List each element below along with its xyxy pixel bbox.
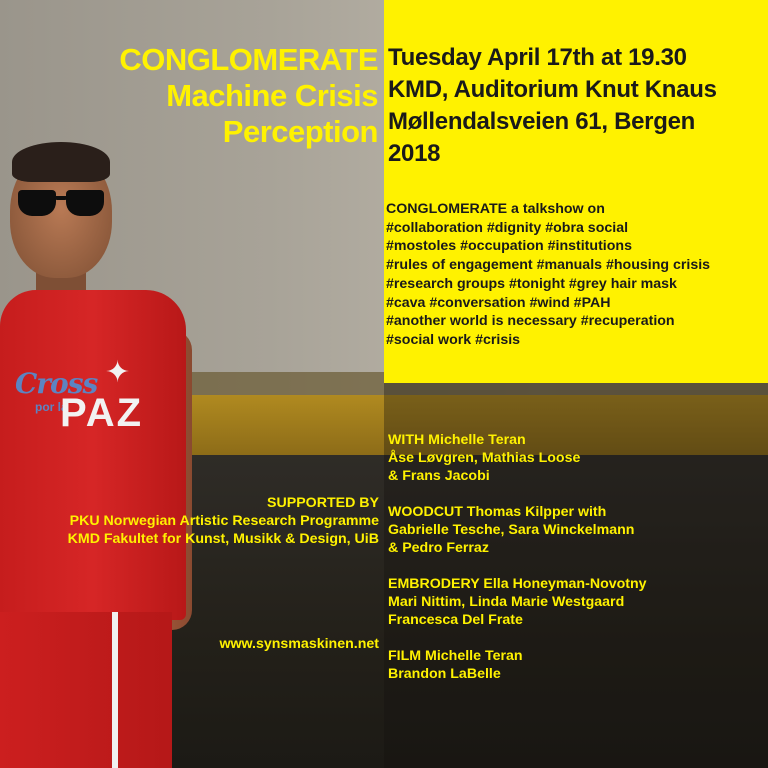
- credits-woodcut: [388, 503, 647, 557]
- credit-line: Gabrielle Tesche, Sara Winckelmann: [388, 522, 635, 538]
- supporter-line: KMD Fakultet for Kunst, Musikk & Design, UiB: [67, 531, 379, 547]
- sunglasses-icon: [18, 190, 106, 220]
- credits-with: [388, 431, 647, 485]
- shorts-stripe: [112, 612, 118, 768]
- credit-line: Åse Løvgren, Mathias Loose: [388, 450, 581, 466]
- tag-line: #rules of engagement #manuals #housing crisis: [386, 257, 711, 274]
- credit-line: Francesca Del Frate: [388, 612, 523, 628]
- credits-embrodery: [388, 575, 647, 629]
- credits-list: [388, 431, 647, 701]
- credit-line: & Pedro Ferraz: [388, 540, 489, 556]
- event-venue: KMD, Auditorium Knut Knaus: [388, 76, 717, 103]
- website-link[interactable]: www.synsmaskinen.net: [219, 636, 379, 652]
- tag-line: #cava #conversation #wind #PAH: [386, 294, 611, 311]
- dove-icon: ✦: [105, 356, 131, 389]
- credit-line: WITH Michelle Teran: [388, 432, 526, 448]
- shirt-print-top: Cross: [15, 367, 98, 400]
- credit-line: FILM Michelle Teran: [388, 648, 523, 664]
- credit-line: & Frans Jacobi: [388, 468, 490, 484]
- event-date: Tuesday April 17th at 19.30: [388, 44, 687, 71]
- shirt-print-bottom: PAZ: [60, 391, 144, 435]
- shirt-print: [5, 355, 155, 445]
- event-address: Møllendalsveien 61, Bergen: [388, 108, 695, 135]
- tag-line: #research groups #tonight #grey hair mask: [386, 275, 677, 292]
- poster-title: [119, 42, 378, 150]
- tag-line: #another world is necessary #recuperation: [386, 313, 675, 330]
- tag-line: CONGLOMERATE a talkshow on: [386, 201, 605, 217]
- credit-line: Mari Nittim, Linda Marie Westgaard: [388, 594, 625, 610]
- title-line: CONGLOMERATE: [119, 42, 378, 77]
- tag-line: #mostoles #occupation #institutions: [386, 238, 632, 255]
- title-line: Perception: [222, 114, 378, 149]
- supporters: [68, 494, 379, 548]
- title-line: Machine Crisis: [166, 78, 378, 113]
- credit-line: Brandon LaBelle: [388, 666, 501, 682]
- supporter-line: PKU Norwegian Artistic Research Programme: [69, 513, 379, 529]
- tag-line: #social work #crisis: [386, 331, 521, 348]
- credits-film: [388, 647, 647, 683]
- hashtag-list: [386, 200, 710, 350]
- red-shirt: [0, 290, 186, 620]
- supported-heading: SUPPORTED BY: [267, 495, 379, 511]
- red-shorts: [0, 612, 172, 768]
- event-details: [388, 42, 717, 170]
- tag-line: #collaboration #dignity #obra social: [386, 219, 629, 236]
- credit-line: WOODCUT Thomas Kilpper with: [388, 504, 607, 520]
- credit-line: EMBRODERY Ella Honeyman-Novotny: [388, 576, 647, 592]
- shirt-print-middle: por la: [35, 400, 68, 414]
- hair: [12, 142, 110, 182]
- event-year: 2018: [388, 140, 441, 167]
